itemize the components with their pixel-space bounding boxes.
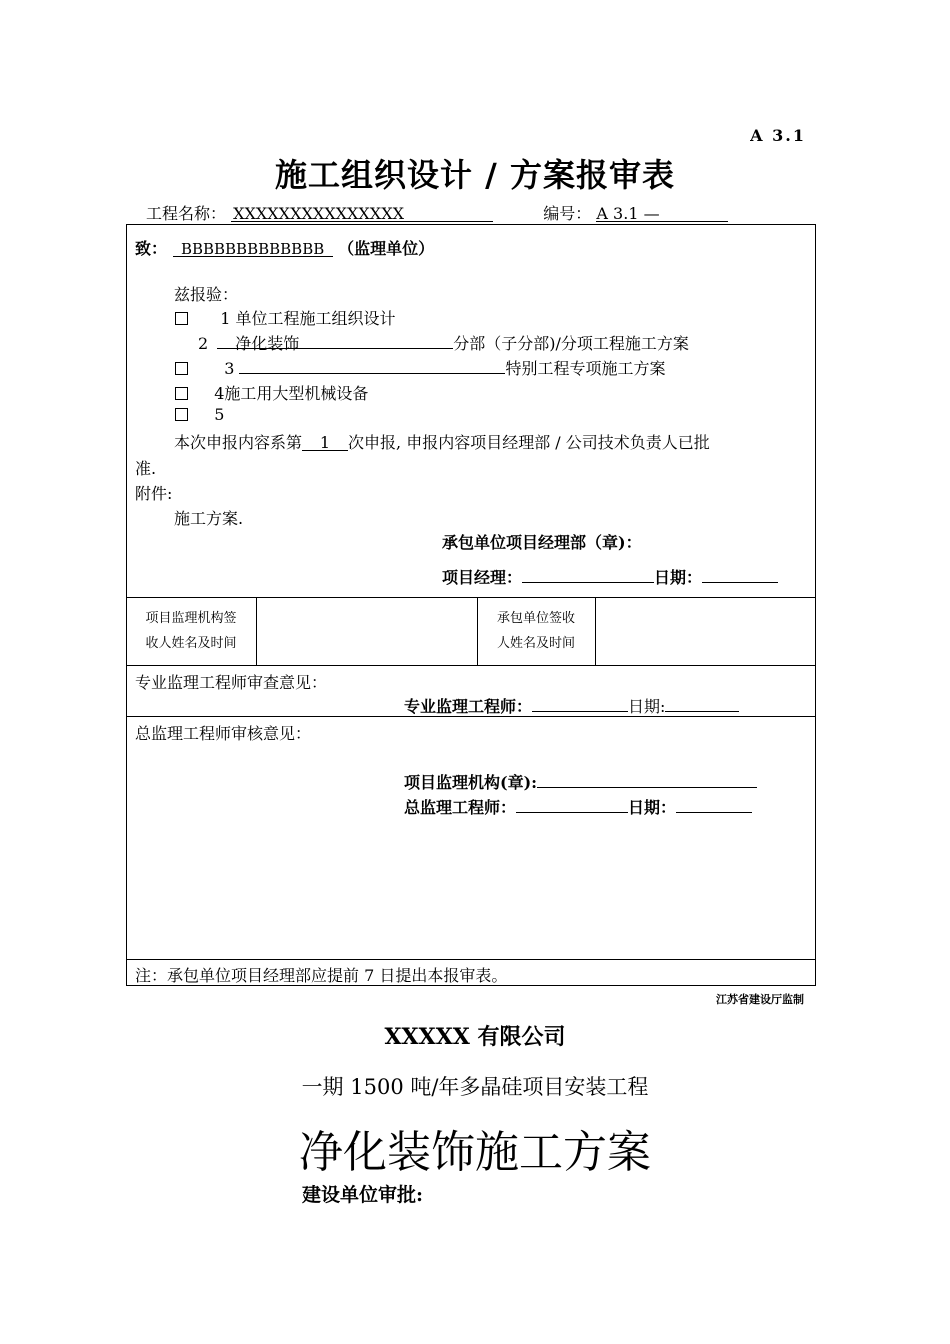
checkbox-5[interactable]: [175, 408, 188, 421]
specialist-date-field[interactable]: [665, 694, 739, 712]
chief-sign-field[interactable]: [516, 795, 628, 813]
item-number: 2: [198, 334, 209, 353]
issuer-label: 江苏省建设厅监制: [716, 993, 804, 1006]
label-line: 项目监理机构签: [145, 611, 237, 626]
item-number: 5: [214, 405, 225, 424]
to-suffix: （监理单位）: [338, 239, 435, 258]
label-line: 收人姓名及时间: [145, 636, 237, 651]
submission-times-line: [174, 430, 710, 453]
label-line: 人姓名及时间: [496, 636, 575, 651]
contractor-stamp-label: 承包单位项目经理部（章)：: [442, 533, 642, 552]
specialist-sign-label: 专业监理工程师：: [404, 697, 533, 716]
to-field: [173, 240, 333, 257]
item-text: 分部（子分部)/分项工程施工方案: [453, 334, 689, 353]
item-number: 1: [220, 309, 231, 328]
submission-item-3[interactable]: [175, 356, 665, 379]
times-wrap: 准.: [135, 459, 157, 478]
submission-item-4[interactable]: [175, 381, 368, 404]
checkbox-3[interactable]: [175, 362, 188, 375]
submission-intro: 兹报验：: [174, 285, 239, 304]
label-line: 承包单位签收: [496, 611, 575, 626]
pm-date-label: 日期：: [654, 568, 703, 587]
chief-date-label: 日期：: [628, 798, 677, 817]
submission-item-2: [198, 331, 689, 354]
form-number-label: 编号：: [543, 204, 592, 223]
supervision-receipt-label: [126, 606, 256, 656]
times-prefix: 本次申报内容系第: [174, 433, 303, 452]
item-fill-field[interactable]: [217, 331, 453, 353]
to-label: 致：: [135, 239, 168, 258]
submission-item-5[interactable]: [175, 405, 224, 424]
chief-date-field[interactable]: [676, 795, 752, 813]
checkbox-4[interactable]: [175, 387, 188, 400]
chief-sign-line: [404, 795, 752, 818]
supervision-receipt-field[interactable]: [257, 598, 476, 664]
project-name-field: [231, 204, 493, 222]
form-note: 注：承包单位项目经理部应提前 7 日提出本报审表。: [135, 966, 508, 985]
meta-line: [146, 201, 728, 224]
company-name: XXXXX 有限公司: [384, 1024, 566, 1050]
form-code: A 3.1: [750, 126, 806, 145]
client-approval-label: 建设单位审批:: [302, 1184, 424, 1206]
form-number-field: [596, 204, 728, 222]
specialist-sign-field[interactable]: [532, 694, 628, 712]
org-stamp-field[interactable]: [537, 770, 757, 788]
pm-sign-line: [442, 565, 778, 588]
specialist-opinion-label: 专业监理工程师审查意见：: [135, 673, 328, 692]
chief-opinion-label: 总监理工程师审核意见：: [135, 724, 312, 743]
form-number-value: A 3.1 —: [596, 204, 660, 223]
project-title: 一期 1500 吨/年多晶硅项目安装工程: [301, 1075, 649, 1099]
pm-label: 项目经理：: [442, 568, 523, 587]
specialist-date-label: 日期:: [628, 697, 666, 716]
project-name-value: XXXXXXXXXXXXXXX: [233, 204, 404, 223]
item-text: 单位工程施工组织设计: [235, 309, 396, 328]
specialist-sign-line: [404, 694, 739, 717]
contractor-receipt-label: [477, 606, 595, 656]
form-title: 施工组织设计 / 方案报审表: [275, 156, 675, 194]
item-number: 3: [224, 359, 235, 378]
org-stamp-label: 项目监理机构(章):: [404, 773, 538, 792]
to-value: BBBBBBBBBBBBB: [180, 240, 325, 258]
project-name-label: 工程名称：: [146, 204, 227, 223]
submission-item-1[interactable]: [175, 306, 395, 329]
table-divider: [126, 665, 816, 666]
table-divider: [126, 959, 816, 960]
plan-title: 净化装饰施工方案: [299, 1127, 651, 1178]
org-stamp-line: [404, 770, 757, 793]
item-fill-field[interactable]: [239, 356, 505, 374]
times-field[interactable]: [302, 433, 348, 451]
to-line: [135, 236, 434, 259]
item-text: 特别工程专项施工方案: [505, 359, 666, 378]
item-number: 4: [214, 384, 225, 403]
times-value: 1: [319, 433, 331, 452]
pm-sign-field[interactable]: [522, 565, 654, 583]
attachment-value: 施工方案.: [174, 509, 244, 528]
checkbox-1[interactable]: [175, 312, 188, 325]
attachment-label: 附件:: [135, 484, 173, 503]
item-text: 施工用大型机械设备: [224, 384, 369, 403]
item-fill-value: 净化装饰: [235, 334, 300, 353]
times-suffix: 次申报, 申报内容项目经理部 / 公司技术负责人已批: [348, 433, 710, 452]
contractor-receipt-field[interactable]: [596, 598, 815, 664]
pm-date-field[interactable]: [702, 565, 778, 583]
chief-sign-label: 总监理工程师：: [404, 798, 517, 817]
